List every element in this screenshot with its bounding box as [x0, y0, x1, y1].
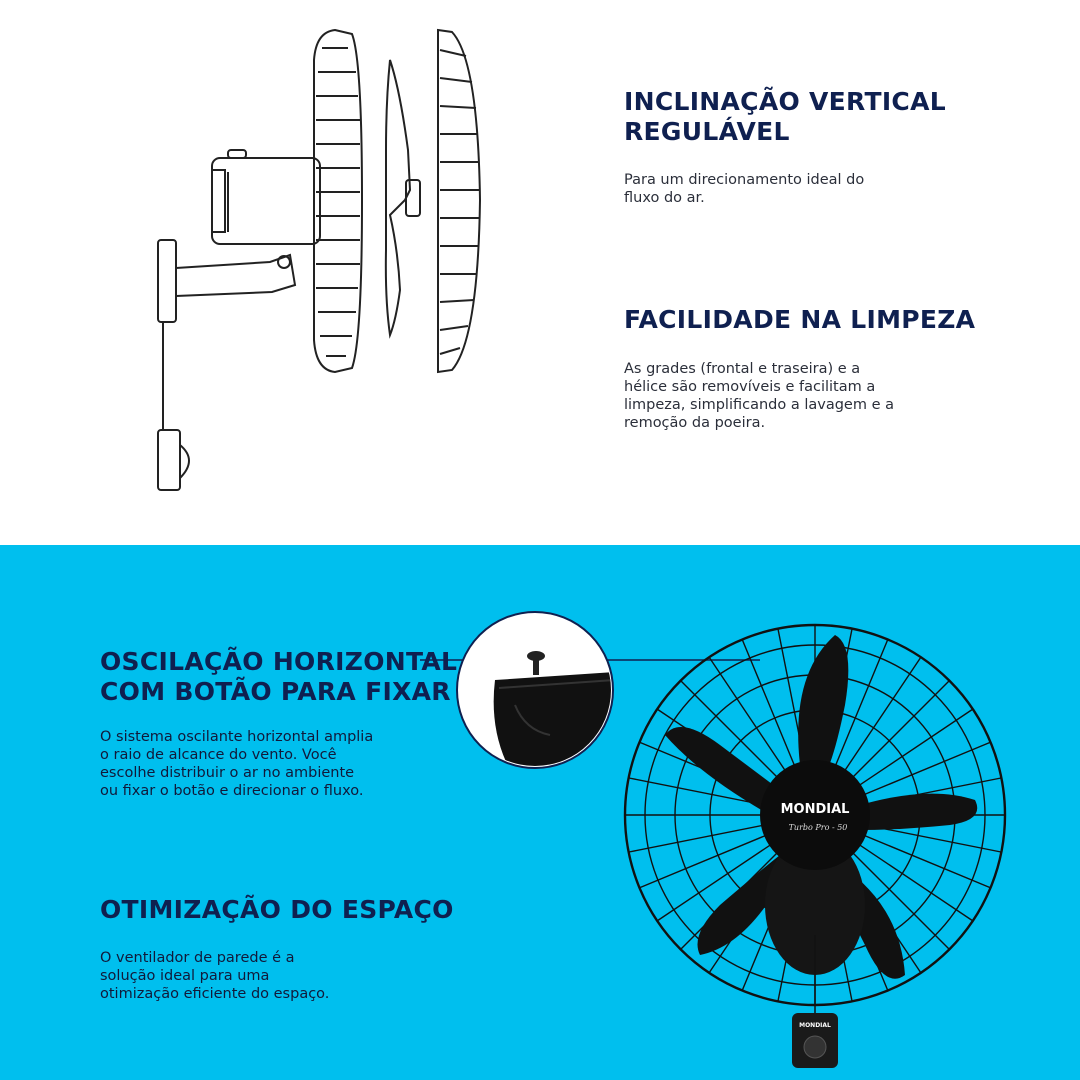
exploded-fan-diagram	[0, 0, 560, 520]
cleaning-description	[624, 360, 894, 432]
space-title	[100, 895, 454, 925]
oscillation-desc-line: o raio de alcance do vento. Você	[100, 747, 337, 763]
oscillation-desc-line: O sistema oscilante horizontal amplia	[100, 729, 374, 745]
cleaning-desc-line: limpeza, simplificando a lavagem e a	[624, 397, 895, 413]
space-title-line: OTIMIZAÇÃO DO ESPAÇO	[100, 895, 454, 924]
bottom-section	[0, 545, 1080, 1080]
tilt-title	[624, 87, 946, 147]
space-desc-line: solução ideal para uma	[100, 968, 270, 984]
lock-button-zoom	[455, 610, 615, 770]
space-desc-line: O ventilador de parede é a	[100, 950, 295, 966]
oscillation-desc-line: escolhe distribuir o ar no ambiente	[100, 765, 355, 781]
cleaning-title-line: FACILIDADE NA LIMPEZA	[624, 305, 976, 334]
fan-model-label: Turbo Pro - 50	[788, 823, 848, 832]
fan-brand-label: MONDIAL	[780, 802, 850, 817]
cleaning-desc-line: hélice são removíveis e facilitam a	[624, 379, 876, 395]
tilt-desc-line: Para um direcionamento ideal do	[624, 172, 865, 188]
space-desc-line: otimização eficiente do espaço.	[100, 986, 330, 1002]
tilt-title-line-1: INCLINAÇÃO VERTICAL	[624, 87, 946, 116]
space-description	[100, 949, 329, 1003]
oscillation-title-line-1: OSCILAÇÃO HORIZONTAL	[100, 647, 458, 676]
tilt-title-line-2: REGULÁVEL	[624, 117, 790, 146]
cleaning-desc-line: remoção da poeira.	[624, 415, 766, 431]
cleaning-desc-line: As grades (frontal e traseira) e a	[624, 361, 861, 377]
tilt-desc-line: fluxo do ar.	[624, 190, 705, 206]
tilt-description	[624, 171, 864, 207]
oscillation-desc-line: ou fixar o botão e direcionar o fluxo.	[100, 783, 364, 799]
control-brand-label: MONDIAL	[799, 1022, 831, 1029]
oscillation-title-line-2: COM BOTÃO PARA FIXAR	[100, 677, 451, 706]
fan-front-view	[620, 615, 1040, 1075]
cleaning-title	[624, 305, 975, 335]
